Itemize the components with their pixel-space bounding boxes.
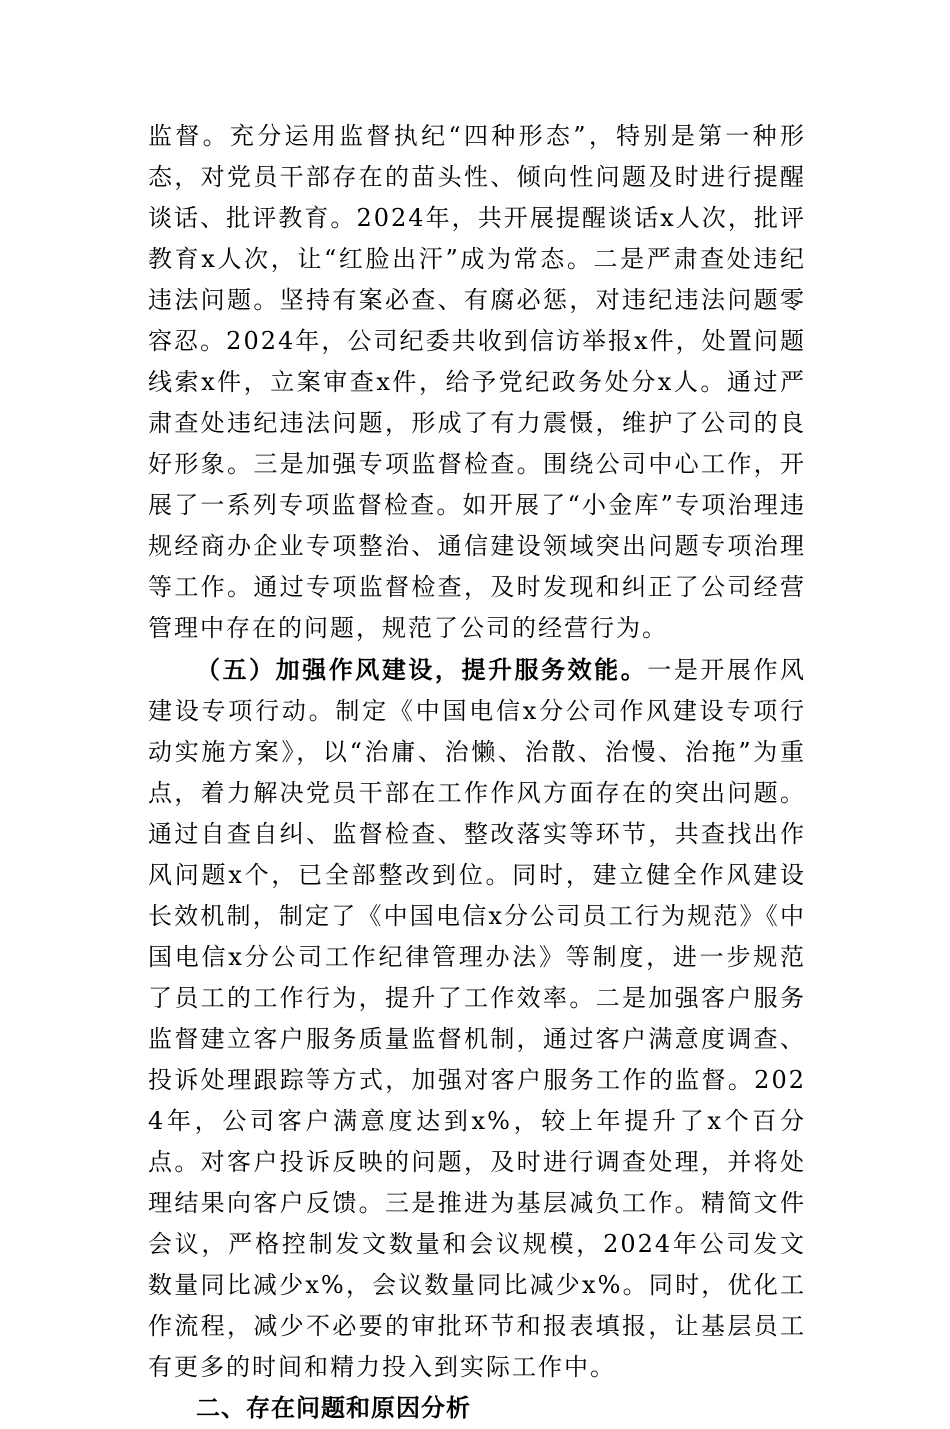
paragraph-supervision xyxy=(148,116,806,649)
document-body xyxy=(148,116,806,1429)
paragraph-lead-heading: （五）加强作风建设，提升服务效能。 xyxy=(196,655,648,684)
paragraph-work-style xyxy=(148,649,806,1388)
paragraph-text: 一是开展作风建设专项行动。制定《中国电信x分公司作风建设专项行动实施方案》，以“治庸、治懒、治散、治慢、治拖”为重点，着力解决党员干部在工作作风方面存在的突出问题。通过自查自纠、监督检查、整改落实等环节，共查找出作风问题x个，已全部整改到位。同时，建立健全作风建设长效机制，制定了《中国电信x分公司员工行为规范》《中国电信x分公司工作纪律管理办法》等制度，进一步规范了员工的工作行为，提升了工作效率。二是加强客户服务监督建立客户服务质量监督机制，通过客户满意度调查、投诉处理跟踪等方式，加强对客户服务工作的监督。2024年，公司客户满意度达到x%，较上年提升了x个百分点。对客户投诉反映的问题，及时进行调查处理，并将处理结果向客户反馈。三是推进为基层减负工作。精简文件会议，严格控制发文数量和会议规模，2024年公司发文数量同比减少x%，会议数量同比减少x%。同时，优化工作流程，减少不必要的审批环节和报表填报，让基层员工有更多的时间和精力投入到实际工作中。 xyxy=(148,656,807,1381)
paragraph-text: 监督。充分运用监督执纪“四种形态”，特别是第一种形态，对党员干部存在的苗头性、倾向性问题及时进行提醒谈话、批评教育。2024年，共开展提醒谈话x人次，批评教育x人次，让“红脸出汗”成为常态。二是严肃查处违纪违法问题。坚持有案必查、有腐必惩，对违纪违法问题零容忍。2024年，公司纪委共收到信访举报x件，处置问题线索x件，立案审查x件，给予党纪政务处分x人。通过严肃查处违纪违法问题，形成了有力震慑，维护了公司的良好形象。三是加强专项监督检查。围绕公司中心工作，开展了一系列专项监督检查。如开展了“小金库”专项治理违规经商办企业专项整治、通信建设领域突出问题专项治理等工作。通过专项监督检查，及时发现和纠正了公司经营管理中存在的问题，规范了公司的经营行为。 xyxy=(148,122,806,642)
section-heading: 二、存在问题和原因分析 xyxy=(196,1394,471,1422)
